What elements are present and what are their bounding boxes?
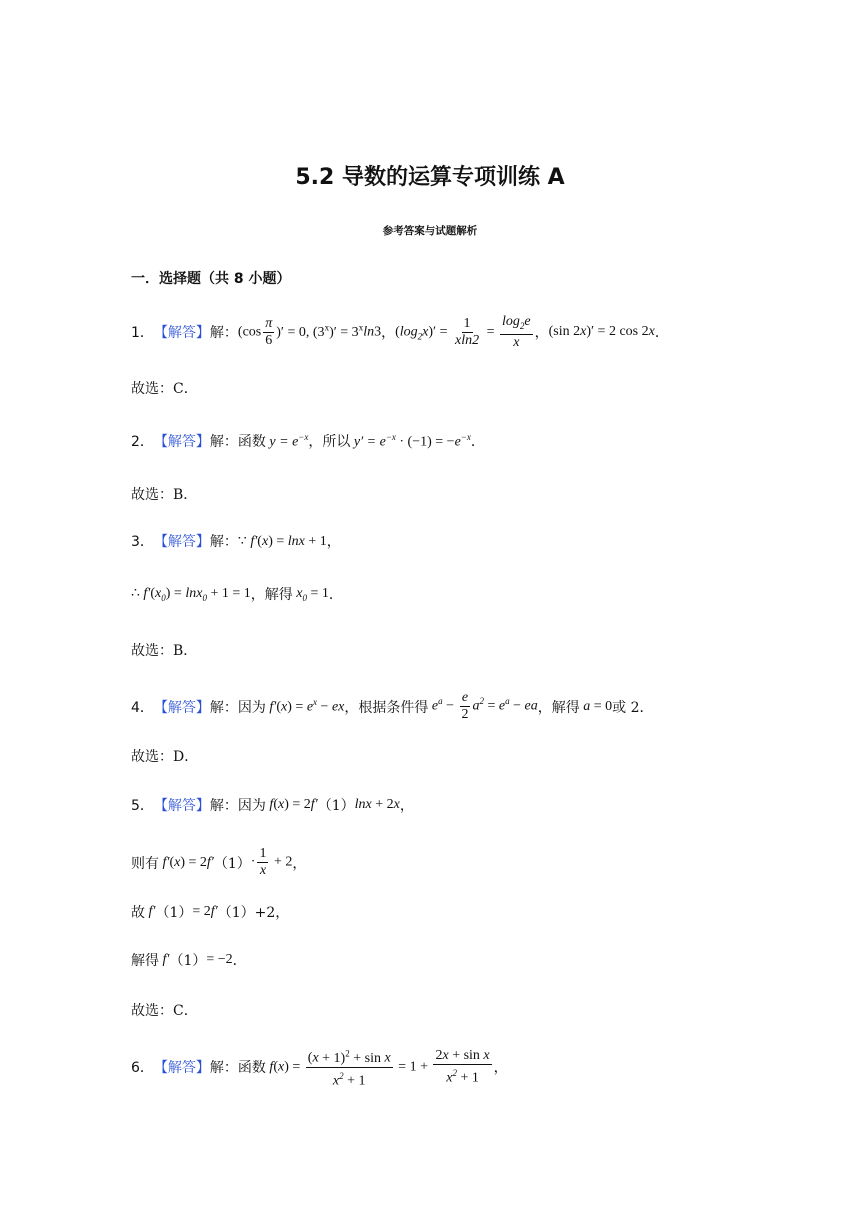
item-4-solution: 4． 【解答】 解： 因为 $f'(x) = e^x$ − ex ，根据条件得 $e^a$ − $\frac{e}{2}$ $a^2 = e^a$ − ea ，解得 a = 0 或 2． [131,690,654,722]
item-3-step: ∴ $f'(x_0) = \ln x_0 + 1 = 1$ ，解得 $x_0 = 1$ ． [131,585,343,603]
item-5-step-2: 故 f′ （1） = 2f′ （1） +2， [131,904,290,921]
formula: $y' = e^{-x} \cdot (-1) = -e^{-x}$ [350,431,471,450]
item-5-solution: 5． 【解答】 解： 因为 f(x) = 2f′ （1） lnx + 2x ， [131,797,414,814]
formula: $x_0 = 1$ [292,585,329,603]
answer-tag: 【解答】 [153,434,210,450]
formula: = −2 [206,952,233,967]
item-2-solution: 2． 【解答】 解： 函数 $y = e^{-x}$ ，所以 $y' = e^{-x} \cdot (-1) = -e^{-x}$ ． [131,431,485,450]
answer-tag: 【解答】 [153,1060,210,1077]
formula: $y = e^{-x}$ [265,431,309,450]
item-2-answer: 故选：B． [131,487,198,503]
formula: f′ [159,952,170,967]
formula: (cos $\frac{\pi}{6}$ )′ = 0, $(3^x)' = 3^x\ln 3$ [237,315,382,348]
item-3-solution: 3． 【解答】 解： ∵ f′(x) = lnx + 1 ， [131,531,341,551]
formula: $f'(x) = e^x$ − ex [265,697,345,715]
page-title: 5.2 导数的运算专项训练 A [295,165,565,190]
formula: f(x) = 2f′ [265,797,318,812]
answer-tag: 【解答】 [153,798,210,814]
item-4-answer: 故选：D． [131,749,199,765]
answer-tag: 【解答】 [153,534,210,550]
formula: a = 0 [579,698,613,714]
formula: $e^a$ − $\frac{e}{2}$ $a^2 = e^a$ − ea [428,690,538,722]
formula: ∵ f′(x) = lnx + 1 [237,533,327,549]
item-1-solution: 1． 【解答】 解： (cos $\frac{\pi}{6}$ )′ = 0, $(3^x)' = 3^x\ln 3$ ， $(\log_2x)'$ = $\frac{1}{xln2}$ = $\frac{\log_2e}{x}$ ， (sin 2x)′ = 2 cos 2x ． [131,314,669,350]
formula: · $\frac{1}{x}$ + 2 [250,846,293,878]
item-6-solution: 6． 【解答】 解： 函数 f(x) = $\frac{(x + 1)^2 + \sin x}{x^2 + 1}$ = 1 + $\frac{\text{2x + sin x}}{x^2 + 1}$ ， [131,1045,508,1089]
section-heading: 一．选择题（共 8 小题） [131,271,291,287]
formula: = 2f′ [192,904,218,919]
page-subtitle: 参考答案与试题解析 [382,225,478,237]
answer-tag: 【解答】 [153,699,210,716]
formula: ∴ $f'(x_0) = \ln x_0 + 1 = 1$ [131,586,251,603]
formula: f′(x) = 2f′ [159,854,214,870]
answer-tag: 【解答】 [153,325,210,342]
formula: (sin 2x)′ = 2 cos 2x [548,324,655,340]
formula: lnx + 2x [354,797,400,812]
formula: f(x) = $\frac{(x + 1)^2 + \sin x}{x^2 + 1}$ = 1 + $\frac{\text{2x + sin x}}{x^2 + 1}$ [266,1045,494,1089]
item-5-answer: 故选：C． [131,1003,198,1019]
item-5-step-1: 则有 f′(x) = 2f′ （1） · $\frac{1}{x}$ + 2 ， [131,846,307,878]
formula: $(\log_2x)'$ = $\frac{1}{xln2}$ = $\frac{\log_2e}{x}$ [395,314,531,350]
formula: f′ [145,904,156,919]
item-3-answer: 故选：B． [131,643,198,659]
item-5-step-3: 解得 f′ （1） = −2 ． [131,952,247,969]
item-1-answer: 故选：C． [131,381,198,397]
